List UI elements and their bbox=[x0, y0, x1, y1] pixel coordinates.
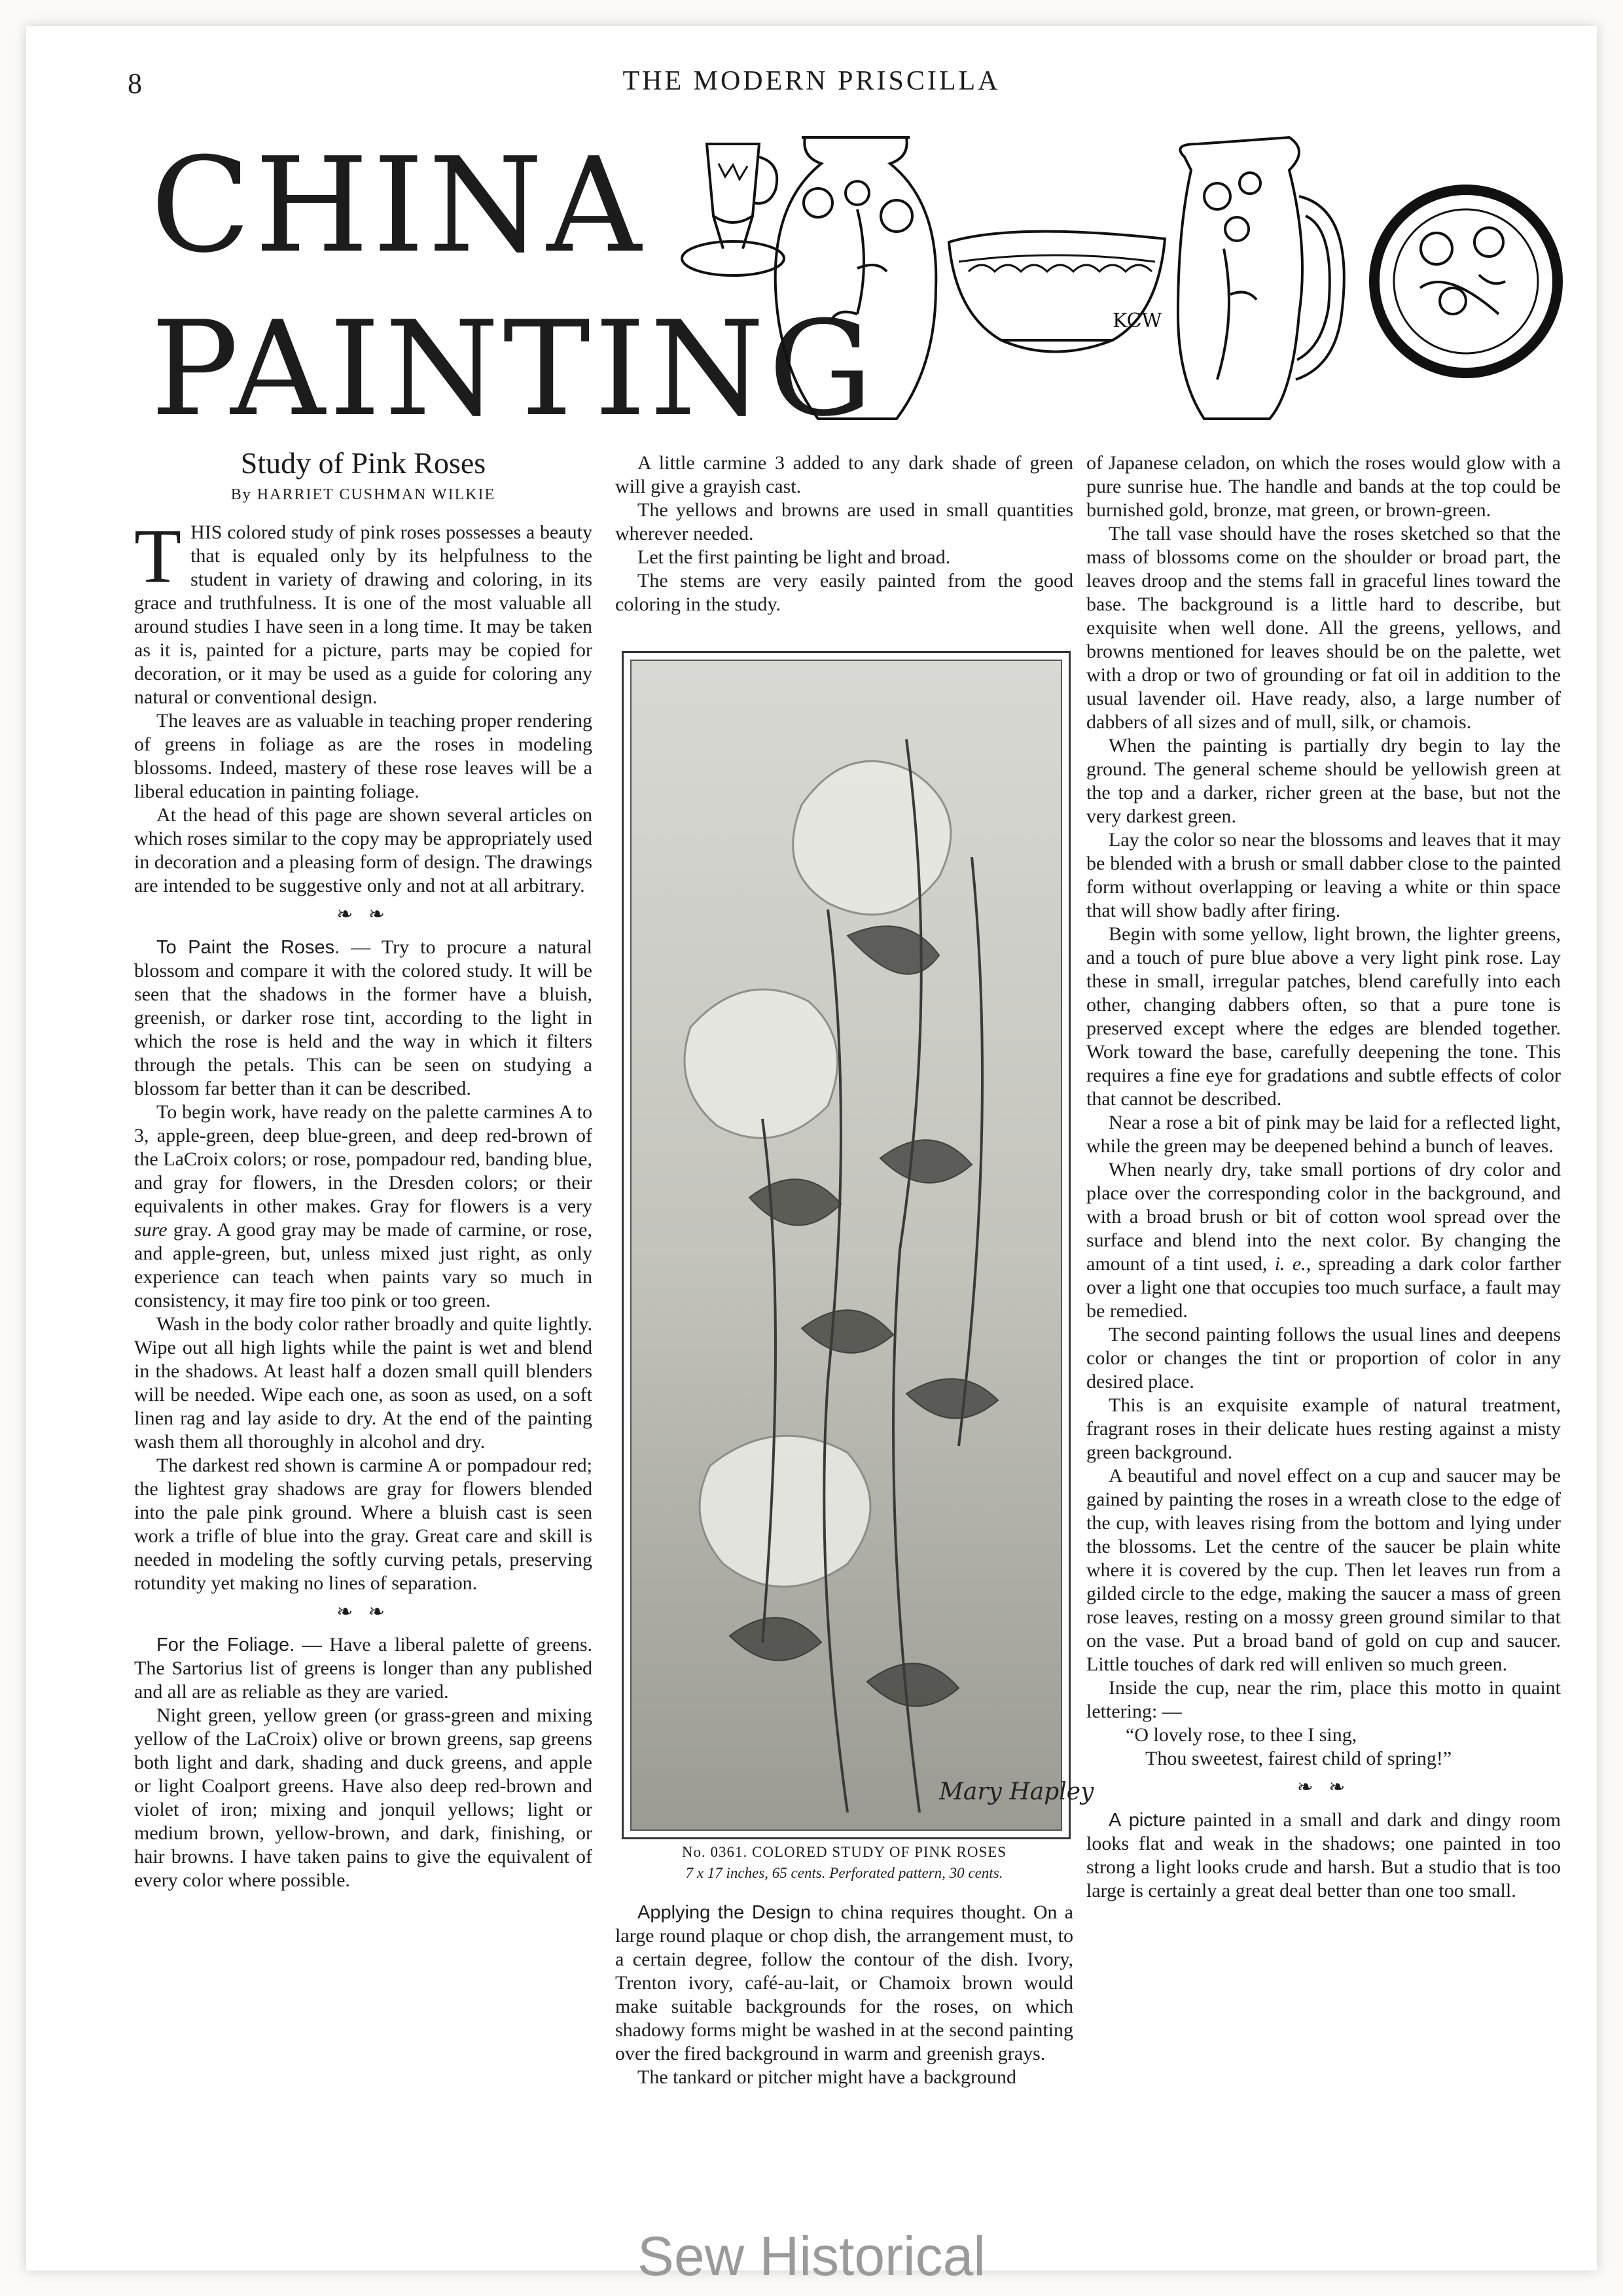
paragraph-wash: Wash in the body color rather broadly and quite lightly. Wipe out all high lights while the paint is wet and blend in the shadows. At least half a dozen small quill blenders will be needed. Wipe each one, as soon as used, on a soft linen rag and lay aside to dry. At the end of the painting wash them all thoroughly in alcohol and dry. bbox=[134, 1313, 592, 1453]
applying-text: to china requires thought. On a large round plaque or chop dish, the arrangement must, to a certain degree, follow the contour of the dish. Ivory, Trenton ivory, café-au-lait, or Chamoix brown would make suitable backgrounds for the roses, on which shadowy forms might be washed in at the second painting over the fired background in warm and greenish grays. bbox=[615, 1901, 1073, 2064]
article-title: Study of Pink Roses bbox=[240, 446, 486, 480]
section-divider: ❧ ❧ bbox=[336, 1601, 390, 1623]
page-number: 8 bbox=[128, 67, 142, 99]
paragraph-near-rose: Near a rose a bit of pink may be laid for a reflected light, while the green may be deepened behind a bunch of leaves. bbox=[1086, 1112, 1561, 1157]
paragraph-greens-list: Night green, yellow green (or grass-green and mixing yellow of the LaCroix) olive or brown greens, sap greens both light and dark, shading and duck greens, and apple or light Coalport greens. Have also deep red-brown and violet of iron; mixing and jonquil yellows; light or medium brown, yellow-brown, and dark, finishing, or hair browns. I have taken pains to give the equivalent of every color where possible. bbox=[134, 1704, 592, 1891]
paint-roses-text: — Try to procure a natural blossom and compare it with the colored study. It will be seen that the shadows in the former have a bluish, greenish, or darker rose tint, according to the light in which the rose is held and the way in which it filters through the petals. This can be seen on studying a blossom far better than it can be described. bbox=[134, 936, 592, 1099]
art-monogram: KCW bbox=[1113, 309, 1162, 332]
paragraph-leaves: The leaves are as valuable in teaching proper rendering of greens in foliage as are the roses in modeling blossoms. Indeed, mastery of these rose leaves will be a liberal education in painting foliage. bbox=[134, 710, 592, 802]
paragraph-first-painting: Let the first painting be light and broad. bbox=[637, 546, 951, 568]
plate-caption-price: 7 x 17 inches, 65 cents. Perforated pattern, 30 cents. bbox=[685, 1865, 1003, 1881]
motto-line-1: “O lovely rose, to thee I sing, bbox=[1126, 1724, 1357, 1746]
magazine-title: THE MODERN PRISCILLA bbox=[622, 66, 1001, 96]
emphasis-sure: sure bbox=[134, 1219, 168, 1241]
watermark: Sew Historical bbox=[637, 2225, 986, 2287]
paragraph-foliage bbox=[134, 1633, 592, 1704]
paragraph-begin-yellow: Begin with some yellow, light brown, the lighter greens, and a touch of pure blue above a very light pink rose. Lay these in small, irregular patches, blend carefully into each other, changing dabbers often, so that a pure tone is preserved except where the edges are blended together. Work toward the base, carefully deepening the tone. This requires a fine eye for gradations and subtle effects of color that cannot be described. bbox=[1086, 923, 1561, 1110]
paragraph-carmine: A little carmine 3 added to any dark shade of green will give a grayish cast. bbox=[615, 452, 1073, 497]
column-2-bottom bbox=[615, 1901, 1073, 2089]
round-plate-drawing bbox=[1374, 190, 1558, 373]
nearly-dry-text: When nearly dry, take small portions of dry color and place over the corresponding color in the background, and with a broad brush or bit of cotton wool spread over the surface and blend into the next color. By changing the amount of a tint used, bbox=[1086, 1159, 1561, 1275]
paragraph-head-of-page: At the head of this page are shown several articles on which roses similar to the copy may be appropriately used in decoration and a pleasing form of design. The drawings are intended to be suggestive only and not at all arbitrary. bbox=[134, 804, 592, 896]
subhead-applying: Applying the Design bbox=[637, 1902, 812, 1923]
paragraph-darkest-red: The darkest red shown is carmine A or pompadour red; the lightest gray shadows are gray for flowers blended into the pale pink ground. Where a bluish cast is seen work a trifle of blue into the gray. Great care and skill is needed in modeling the softly curving petals, preserving rotundity yet making no lines of separation. bbox=[134, 1455, 592, 1594]
rose-study-plate bbox=[622, 651, 1094, 1839]
paragraph-stems: The stems are very easily painted from the good coloring in the study. bbox=[615, 570, 1073, 615]
tall-vase-drawing bbox=[776, 137, 936, 419]
paragraph-nearly-dry bbox=[1086, 1158, 1561, 1323]
emphasis-ie: i. e. bbox=[1274, 1253, 1306, 1275]
plate-inner-border bbox=[630, 660, 1094, 1831]
column-2-top bbox=[615, 451, 1073, 616]
paragraph-picture bbox=[1086, 1809, 1561, 1903]
paragraph-paint-roses bbox=[134, 936, 592, 1101]
paragraph-lay-color: Lay the color so near the blossoms and leaves that it may be blended with a brush or small dabber close to the painted form without overlapping or leaving a white or thin space that will show badly after firing. bbox=[1086, 829, 1561, 921]
section-divider: ❧ ❧ bbox=[336, 904, 390, 925]
begin-work-text-rest: gray. A good gray may be made of carmine, or rose, and apple-green, but, unless mixed just right, as only experience can teach when paints vary so much in consistency, it may fire too pink or too green. bbox=[134, 1219, 592, 1311]
rose-study-image bbox=[632, 661, 1094, 1829]
artist-signature: Mary Hapley bbox=[939, 1778, 1094, 1805]
headline-line-2: PAINTING bbox=[151, 293, 877, 446]
column-3 bbox=[1086, 451, 1561, 1903]
motto-line-2: Thou sweetest, fairest child of spring!” bbox=[1145, 1748, 1452, 1769]
picture-text: painted in a small and dark and dingy room looks flat and weak in the shadows; one painted in too strong a light looks crude and harsh. But a studio that is too large is certainly a great deal better than one too small. bbox=[1086, 1809, 1561, 1901]
subhead-foliage: For the Foliage. bbox=[156, 1634, 295, 1655]
paragraph-applying bbox=[615, 1901, 1073, 2066]
paragraph-tall-vase: The tall vase should have the roses sketched so that the mass of blossoms come on the shoulder or broad part, the leaves droop and the stems fall in graceful lines toward the base. The background is a little hard to describe, but exquisite when well done. All the greens, yellows, and browns mentioned for leaves should be on the palette, wet with a drop or two of grounding or fat oil in addition to the usual lavender oil. Have ready, also, a large number of dabbers of all sizes and of mull, silk, or chamois. bbox=[1086, 523, 1561, 733]
paragraph-cup-saucer: A beautiful and novel effect on a cup and saucer may be gained by painting the roses in a wreath close to the edge of the cup, with leaves rising from the bottom and lying under the blossoms. Let the centre of the saucer be plain white where it is covered by the cup. Then let leaves run from a gilded circle to the edge, making the saucer a mass of green rose leaves, resting on a mossy green ground similar to that on the vase. Put a broad band of gold on cup and saucer. Little touches of dark red will enliven so much green. bbox=[1086, 1465, 1561, 1675]
drop-cap: T bbox=[134, 513, 182, 599]
bowl-drawing bbox=[949, 232, 1165, 352]
china-pieces-illustration bbox=[661, 118, 1564, 432]
begin-work-text: To begin work, have ready on the palette carmines A to 3, apple-green, deep blue-green, and deep red-brown of the LaCroix colors; or rose, pompadour red, banding blue, and gray for flowers, in the Dresden colors; or their equivalents in other makes. Gray for flowers is a very bbox=[134, 1101, 592, 1217]
foliage-text: — Have a liberal palette of greens. The Sartorius list of greens is longer than any published and all are as reliable as they are varied. bbox=[134, 1634, 592, 1703]
headline-line-1: CHINA bbox=[151, 130, 645, 282]
tankard-drawing bbox=[1178, 137, 1344, 419]
section-divider: ❧ ❧ bbox=[1296, 1776, 1351, 1798]
paragraph-yellows: The yellows and browns are used in small quantities wherever needed. bbox=[615, 499, 1073, 544]
paragraph-lay-ground: When the painting is partially dry begin to lay the ground. The general scheme should be yellowish green at the top and a darker, richer green at the base, but not the very darkest green. bbox=[1086, 735, 1561, 827]
paragraph-motto-intro: Inside the cup, near the rim, place this motto in quaint lettering: — bbox=[1086, 1677, 1561, 1722]
intro-text: HIS colored study of pink roses possesses a beauty that is equaled only by its helpfulness to the student in variety of drawing and coloring, in its grace and truthfulness. It is one of the most valuable all around studies I have seen in a long time. It may be taken as it is, painted for a picture, parts may be copied for decoration, or it may be used as a guide for coloring any natural or conventional design. bbox=[134, 521, 592, 708]
paragraph-second-painting: The second painting follows the usual lines and deepens color or changes the tint or proportion of color in any desired place. bbox=[1086, 1324, 1561, 1392]
subhead-paint-roses: To Paint the Roses. bbox=[156, 937, 340, 958]
paragraph-begin-work bbox=[134, 1101, 592, 1313]
cup-and-saucer-drawing bbox=[682, 144, 784, 275]
paragraph-exquisite-example: This is an exquisite example of natural treatment, fragrant roses in their delicate hues resting against a misty green background. bbox=[1086, 1394, 1561, 1463]
column-1 bbox=[134, 446, 592, 1892]
paragraph-tankard: The tankard or pitcher might have a background bbox=[637, 2066, 1016, 2088]
subhead-picture: A picture bbox=[1109, 1810, 1186, 1831]
paragraph-celadon: of Japanese celadon, on which the roses would glow with a pure sunrise hue. The handle and bands at the top could be burnished gold, bronze, mat green, or brown-green. bbox=[1086, 452, 1561, 521]
nearly-dry-text-rest: , spreading a dark color farther over a light one that occupies too much surface, a fault may be remedied. bbox=[1086, 1253, 1561, 1322]
byline: By HARRIET CUSHMAN WILKIE bbox=[230, 486, 496, 503]
plate-caption-title: No. 0361. COLORED STUDY OF PINK ROSES bbox=[681, 1844, 1007, 1860]
intro-paragraph bbox=[134, 513, 592, 709]
